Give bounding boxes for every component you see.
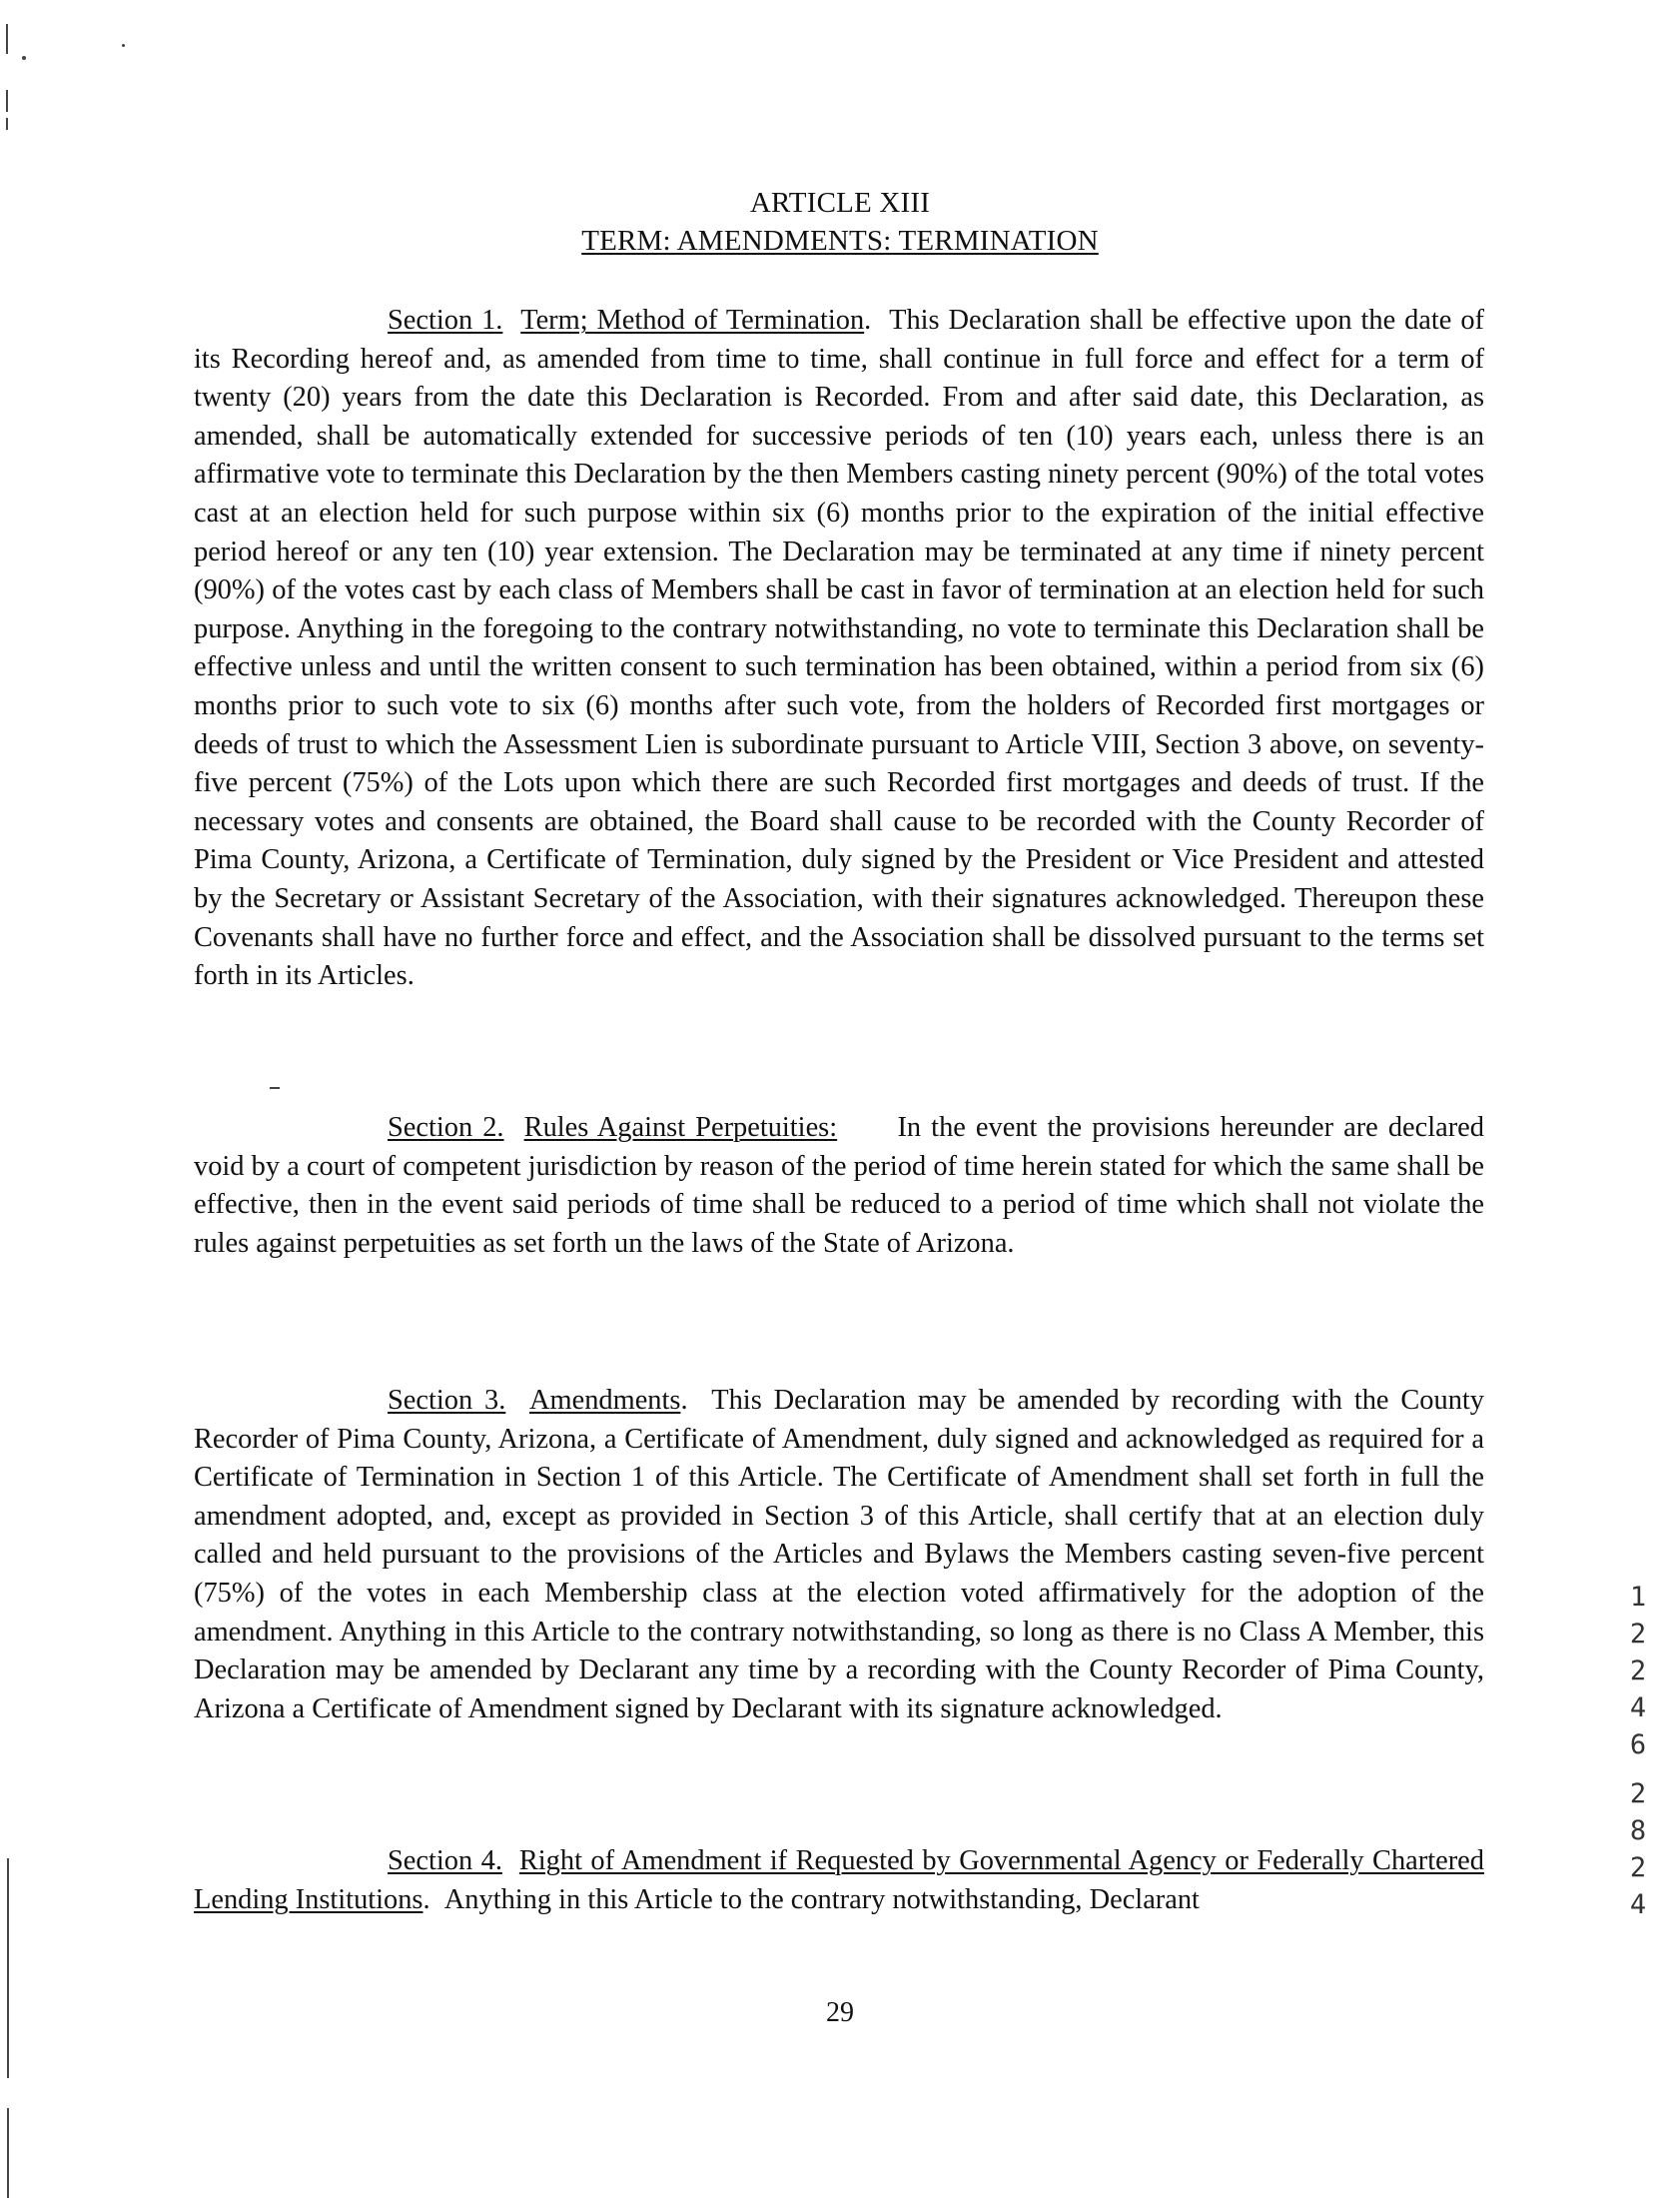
- section-4: [194, 1842, 1484, 1919]
- page-number: 29: [826, 1997, 854, 2028]
- section-label: Section 2.: [388, 1112, 504, 1143]
- stamp-digit: 6: [1629, 1729, 1647, 1760]
- section-heading-punct: .: [864, 305, 872, 336]
- stamp-digit: 2: [1629, 1619, 1647, 1650]
- article-subtitle-text: TERM: AMENDMENTS: TERMINATION: [581, 225, 1099, 257]
- stamp-digit: 4: [1629, 1692, 1647, 1723]
- section-3: [194, 1382, 1484, 1728]
- section-text: This Declaration may be amended by recording with the County Recorder of Pima County, Arizona, a Certificate of Amendment, duly signed and acknowledged as required for a Certificate of Termination in Section 1 of this Article. The Certificate of Amendment shall set forth in full the amendment adopted, and, except as provided in Section 3 of this Article, shall certify that at an election duly called and held pursuant to the provisions of the Articles and Bylaws the Members casting seven-five percent (75%) of the votes in each Membership class at the election voted affirmatively for the adoption of the amendment. Anything in this Article to the contrary notwithstanding, so long as there is no Class A Member, this Declaration may be amended by Declarant any time by a recording with the County Recorder of Pima County, Arizona a Certificate of Amendment signed by Declarant with its signature acknowledged.: [194, 1385, 1484, 1724]
- section-text: This Declaration shall be effective upon the date of its Recording hereof and, as amended from time to time, shall continue in full force and effect for a term of twenty (20) years from the date this Declaration is Recorded. From and after said date, this Declaration, as amended, shall be automatically extended for successive periods of ten (10) years each, unless there is an affirmative vote to terminate this Declaration by the then Members casting ninety percent (90%) of the total votes cast at an election held for such purpose within six (6) months prior to the expiration of the initial effective period hereof or any ten (10) year extension. The Declaration may be terminated at any time if ninety percent (90%) of the votes cast by each class of Members shall be cast in favor of termination at an election held for such purpose. Anything in the foregoing to the contrary notwithstanding, no vote to terminate this Declaration shall be effective unless and until the written consent to such termination has been obtained, within a period from six (6) months prior to such vote to six (6) months after such vote, from the holders of Recorded first mortgages or deeds of trust to which the Assessment Lien is subordinate pursuant to Article VIII, Section 3 above, on seventy-five percent (75%) of the Lots upon which there are such Recorded first mortgages and deeds of trust. If the necessary votes and consents are obtained, the Board shall cause to be recorded with the County Recorder of Pima County, Arizona, a Certificate of Termination, duly signed by the President or Vice President and attested by the Secretary or Assistant Secretary of the Association, with their signatures acknowledged. Thereupon these Covenants shall have no further force and effect, and the Association shall be dissolved pursuant to the terms set forth in its Articles.: [194, 305, 1484, 992]
- section-2: [194, 1109, 1484, 1263]
- section-text: Anything in this Article to the contrary notwithstanding, Declarant: [443, 1883, 1200, 1915]
- section-heading: Term; Method of Termination: [520, 305, 865, 336]
- section-heading: Rules Against Perpetuities:: [523, 1112, 838, 1143]
- section-paragraph: [194, 1842, 1484, 1919]
- section-heading: Amendments: [529, 1385, 681, 1416]
- scan-mark: [7, 1858, 9, 2078]
- scan-mark: [270, 1087, 280, 1089]
- recording-stamp-part-1: [1620, 1579, 1656, 1763]
- section-paragraph: [194, 302, 1484, 996]
- stamp-digit: 4: [1629, 1889, 1647, 1920]
- section-label: Section 3.: [388, 1385, 506, 1416]
- article-subtitle: [0, 224, 1680, 258]
- stamp-digit: 2: [1629, 1655, 1647, 1686]
- stamp-digit: 1: [1629, 1582, 1647, 1613]
- section-heading-punct: .: [680, 1385, 688, 1416]
- stamp-digit: 2: [1629, 1778, 1647, 1809]
- section-paragraph: [194, 1109, 1484, 1263]
- stamp-digit: 8: [1629, 1815, 1647, 1846]
- recording-stamp-part-2: [1620, 1775, 1656, 1923]
- scan-mark: [6, 24, 8, 54]
- section-paragraph: [194, 1382, 1484, 1728]
- scan-mark: [6, 118, 8, 130]
- section-heading-punct: .: [422, 1883, 430, 1915]
- section-label: Section 4.: [388, 1845, 502, 1876]
- section-heading: Right of Amendment if Requested by Governmental Agency or Federally Chartered Lending Institutions: [194, 1845, 1484, 1915]
- section-1: [194, 302, 1484, 996]
- scan-mark: [22, 56, 26, 60]
- scan-mark: [6, 90, 8, 112]
- section-text: In the event the provisions hereunder are declared void by a court of competent jurisdiction by reason of the period of time herein stated for which the same shall be effective, then in the event said periods of time shall be reduced to a period of time which shall not violate the rules against perpetuities as set forth un the laws of the State of Arizona.: [194, 1112, 1484, 1259]
- section-label: Section 1.: [388, 305, 503, 336]
- scan-mark: [7, 2108, 9, 2198]
- stamp-digit: 2: [1629, 1852, 1647, 1883]
- scan-mark: [122, 44, 125, 47]
- article-title: ARTICLE XIII: [749, 187, 931, 219]
